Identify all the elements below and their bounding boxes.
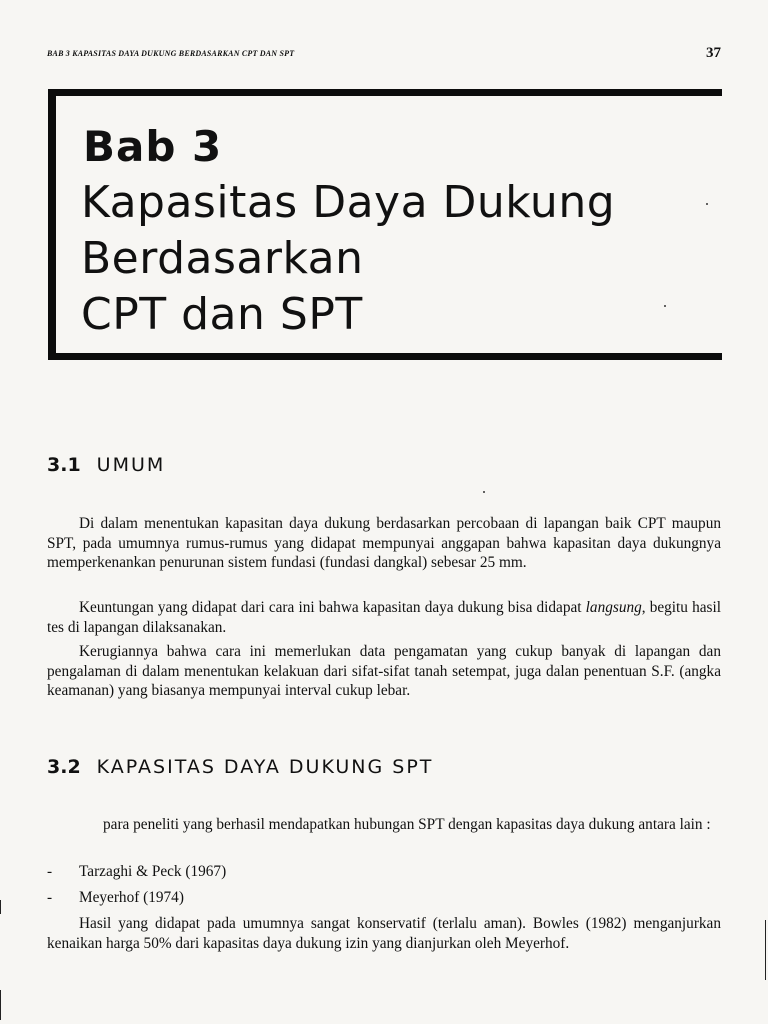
section-number: 3.1 — [47, 454, 81, 476]
list-item-text: Meyerhof (1974) — [79, 889, 184, 906]
scan-speck — [664, 305, 666, 307]
paragraph: para peneliti yang berhasil mendapatkan hubungan SPT dengan kapasitas daya dukung antara lain : — [103, 816, 711, 833]
section-title: KAPASITAS DAYA DUKUNG SPT — [96, 756, 434, 778]
scan-speck — [706, 203, 708, 205]
chapter-title — [81, 175, 615, 343]
running-head: BAB 3 KAPASITAS DAYA DUKUNG BERDASARKAN CPT DAN SPT — [47, 49, 295, 58]
paragraph: Hasil yang didapat pada umumnya sangat konservatif (terlalu aman). Bowles (1982) menganjurkan kenaikan harga 50% dari kapasitas daya dukung izin yang dianjurkan oleh Meyerhof. — [47, 915, 721, 952]
paragraph-text: Keuntungan yang didapat dari cara ini bahwa kapasitan daya dukung bisa didapat — [79, 599, 582, 616]
chapter-number: Bab 3 — [83, 122, 223, 171]
list-item — [47, 888, 184, 908]
chapter-title-line-3: CPT dan SPT — [81, 289, 363, 340]
scan-margin-mark — [0, 900, 1, 914]
scan-margin-mark — [0, 990, 1, 1020]
chapter-title-line-2: Berdasarkan — [81, 233, 364, 284]
section-number: 3.2 — [47, 756, 81, 778]
scan-speck — [483, 491, 485, 493]
page-number: 37 — [706, 45, 721, 61]
scan-margin-mark — [765, 920, 766, 980]
chapter-title-line-1: Kapasitas Daya Dukung — [81, 177, 616, 228]
paragraph: Kerugiannya bahwa cara ini memerlukan data pengamatan yang cukup banyak di lapangan dan pengalaman di dalam menentukan kelakuan dari sifat-sifat tanah setempat, juga dalan penentuan S.F. (angka keamanan) yang biasanya mempunyai interval cukup lebar. — [47, 643, 721, 699]
paragraph — [47, 598, 721, 637]
paragraph-text: , begitu hasil tes di lapangan dilaksanakan. — [47, 599, 721, 636]
list-item — [47, 862, 226, 882]
paragraph: Di dalam menentukan kapasitan daya dukung berdasarkan percobaan di lapangan baik CPT maupun SPT, pada umumnya rumus-rumus yang didapat mempunyai anggapan bahwa kapasitan daya dukungnya memperkenankan penurunan sistem fundasi (fundasi dangkal) sebesar 25 mm. — [47, 515, 721, 571]
list-dash: - — [47, 889, 53, 906]
list-item-text: Tarzaghi & Peck (1967) — [79, 863, 227, 880]
section-heading-spt — [47, 756, 433, 778]
section-title: UMUM — [96, 454, 166, 476]
emphasis-langsung: langsung — [585, 599, 642, 616]
list-dash: - — [47, 863, 53, 880]
section-heading-umum — [47, 454, 165, 476]
chapter-title-box — [48, 89, 722, 360]
